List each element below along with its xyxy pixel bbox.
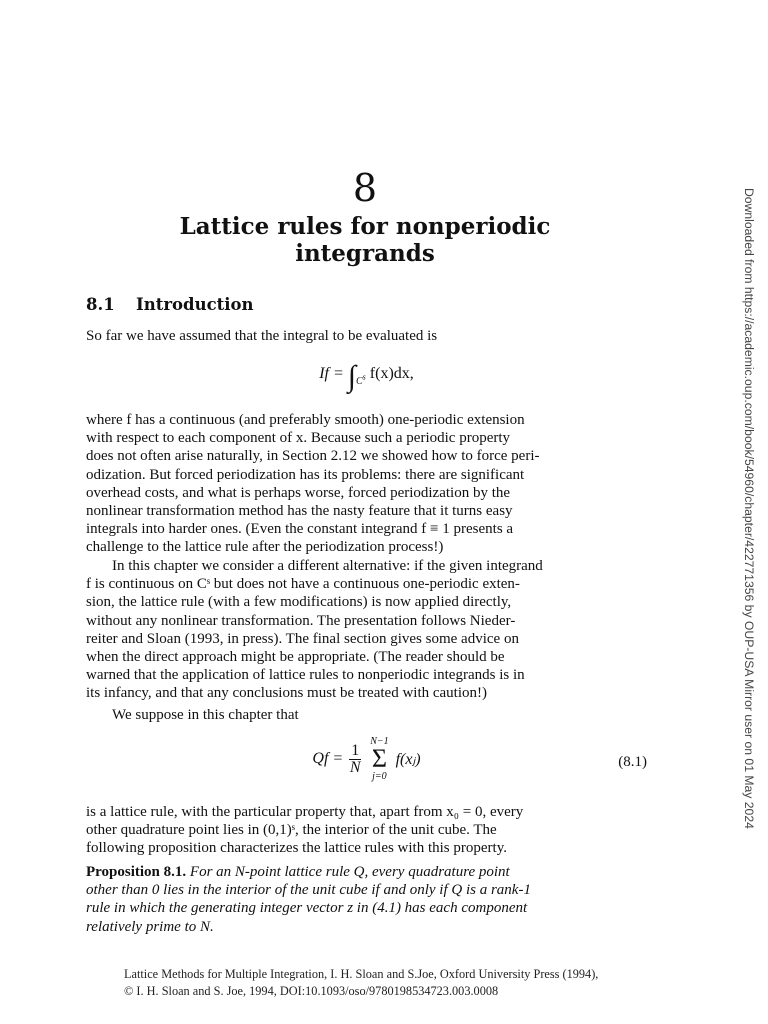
section-heading <box>86 295 254 314</box>
paragraph-1-line: overhead costs, and what is perhaps worse, forced periodization by the <box>86 484 511 501</box>
paragraph-1-line: with respect to each component of x. Because such a periodic property <box>86 430 511 447</box>
footer-line-copyright: © I. H. Sloan and S. Joe, 1994, DOI:10.1093/oso/9780198534723.003.0008 <box>124 984 499 998</box>
sum-upper-limit: N−1 <box>370 736 389 747</box>
proposition-8-1 <box>86 863 647 936</box>
sum-lower-limit: j=0 <box>372 771 387 782</box>
paragraph-2-line: its infancy, and that any conclusions must be treated with caution!) <box>86 685 488 702</box>
footer-line-citation: Lattice Methods for Multiple Integration, I. H. Sloan and S.Joe, Oxford University Press (1994), <box>124 967 599 981</box>
paragraph-1-line: does not often arise naturally, in Section 2.12 we showed how to force peri- <box>86 448 540 465</box>
equation-lattice-rule <box>86 736 647 792</box>
paragraph-1-line: where f has a continuous (and preferably smooth) one-periodic extension <box>86 412 525 428</box>
equation-1-lhs: If = <box>319 365 344 382</box>
fraction-denominator: N <box>349 758 361 776</box>
integral-domain <box>356 372 366 387</box>
equation-2-lhs: Qf = <box>312 750 344 767</box>
proposition-line <box>86 863 647 881</box>
integral-domain-exponent: s <box>362 372 366 382</box>
equation-number: (8.1) <box>618 754 647 770</box>
paragraph-4 <box>86 803 647 858</box>
paragraph-1-line: odization. But forced periodization has its problems: there are significant <box>86 466 525 483</box>
equation-1-rhs: f(x)dx, <box>369 365 414 382</box>
page-footer <box>124 966 684 1000</box>
paragraph-2-line: f is continuous on Cˢ but does not have a continuous one-periodic exten- <box>86 576 520 593</box>
intro-text: So far we have assumed that the integral to be evaluated is <box>86 328 438 344</box>
paragraph-2-line: reiter and Sloan (1993, in press). The final section gives some advice on <box>86 630 519 647</box>
chapter-number: 8 <box>352 166 378 210</box>
fraction <box>349 743 361 776</box>
paragraph-2-line: In this chapter we consider a different alternative: if the given integrand <box>112 558 543 574</box>
paragraph-1-line: nonlinear transformation method has the nasty feature that it turns easy <box>86 503 513 520</box>
section-number: 8.1 <box>86 295 115 314</box>
proposition-text: For an N-point lattice rule Q, every quadrature point <box>189 864 510 880</box>
proposition-line: rule in which the generating integer vector z in (4.1) has each component <box>86 900 528 917</box>
integral-sign: ∫ <box>347 360 356 393</box>
paragraph-2-line: when the direct approach might be appropriate. (The reader should be <box>86 649 505 666</box>
summation <box>370 736 388 782</box>
paragraph-4-line: other quadrature point lies in (0,1)ˢ, the interior of the unit cube. The <box>86 822 497 839</box>
paragraph-2-line: warned that the application of lattice rules to nonperiodic integrands is in <box>86 667 525 684</box>
paragraph-2-line: sion, the lattice rule (with a few modifications) is now applied directly, <box>86 594 512 611</box>
paragraph-3-text: We suppose in this chapter that <box>112 707 299 723</box>
equation-2-rhs: f(xⱼ) <box>395 751 421 768</box>
paragraph-4-line: following proposition characterizes the lattice rules with this property. <box>86 840 507 857</box>
section-title: Introduction <box>136 295 254 314</box>
intro-sentence <box>86 327 647 345</box>
paragraph-4-line: is a lattice rule, with the particular property that, apart from x₀ = 0, every <box>86 804 524 820</box>
proposition-label: Proposition 8.1. <box>86 864 187 880</box>
equation-integral <box>86 360 647 394</box>
download-watermark-text: Downloaded from https://academic.oup.com/book/54960/chapter/422771356 by OUP-USA Mirror user on 01 May 2024 <box>742 188 756 829</box>
integral-domain-base: C <box>356 376 363 387</box>
paragraph-3 <box>86 706 647 724</box>
paragraph-1 <box>86 411 647 557</box>
paragraph-1-line: challenge to the lattice rule after the periodization process!) <box>86 539 444 556</box>
paragraph-2 <box>86 557 647 703</box>
fraction-numerator: 1 <box>351 741 360 759</box>
paragraph-1-line: integrals into harder ones. (Even the constant integrand f ≡ 1 presents a <box>86 521 514 538</box>
proposition-line: relatively prime to N. <box>86 918 214 935</box>
paragraph-2-line: without any nonlinear transformation. The presentation follows Nieder- <box>86 612 516 629</box>
chapter-title: Lattice rules for nonperiodic integrands <box>179 213 551 267</box>
download-watermark <box>740 188 758 848</box>
sum-sign: Σ <box>371 744 387 773</box>
proposition-line: other than 0 lies in the interior of the unit cube if and only if Q is a rank-1 <box>86 882 531 899</box>
